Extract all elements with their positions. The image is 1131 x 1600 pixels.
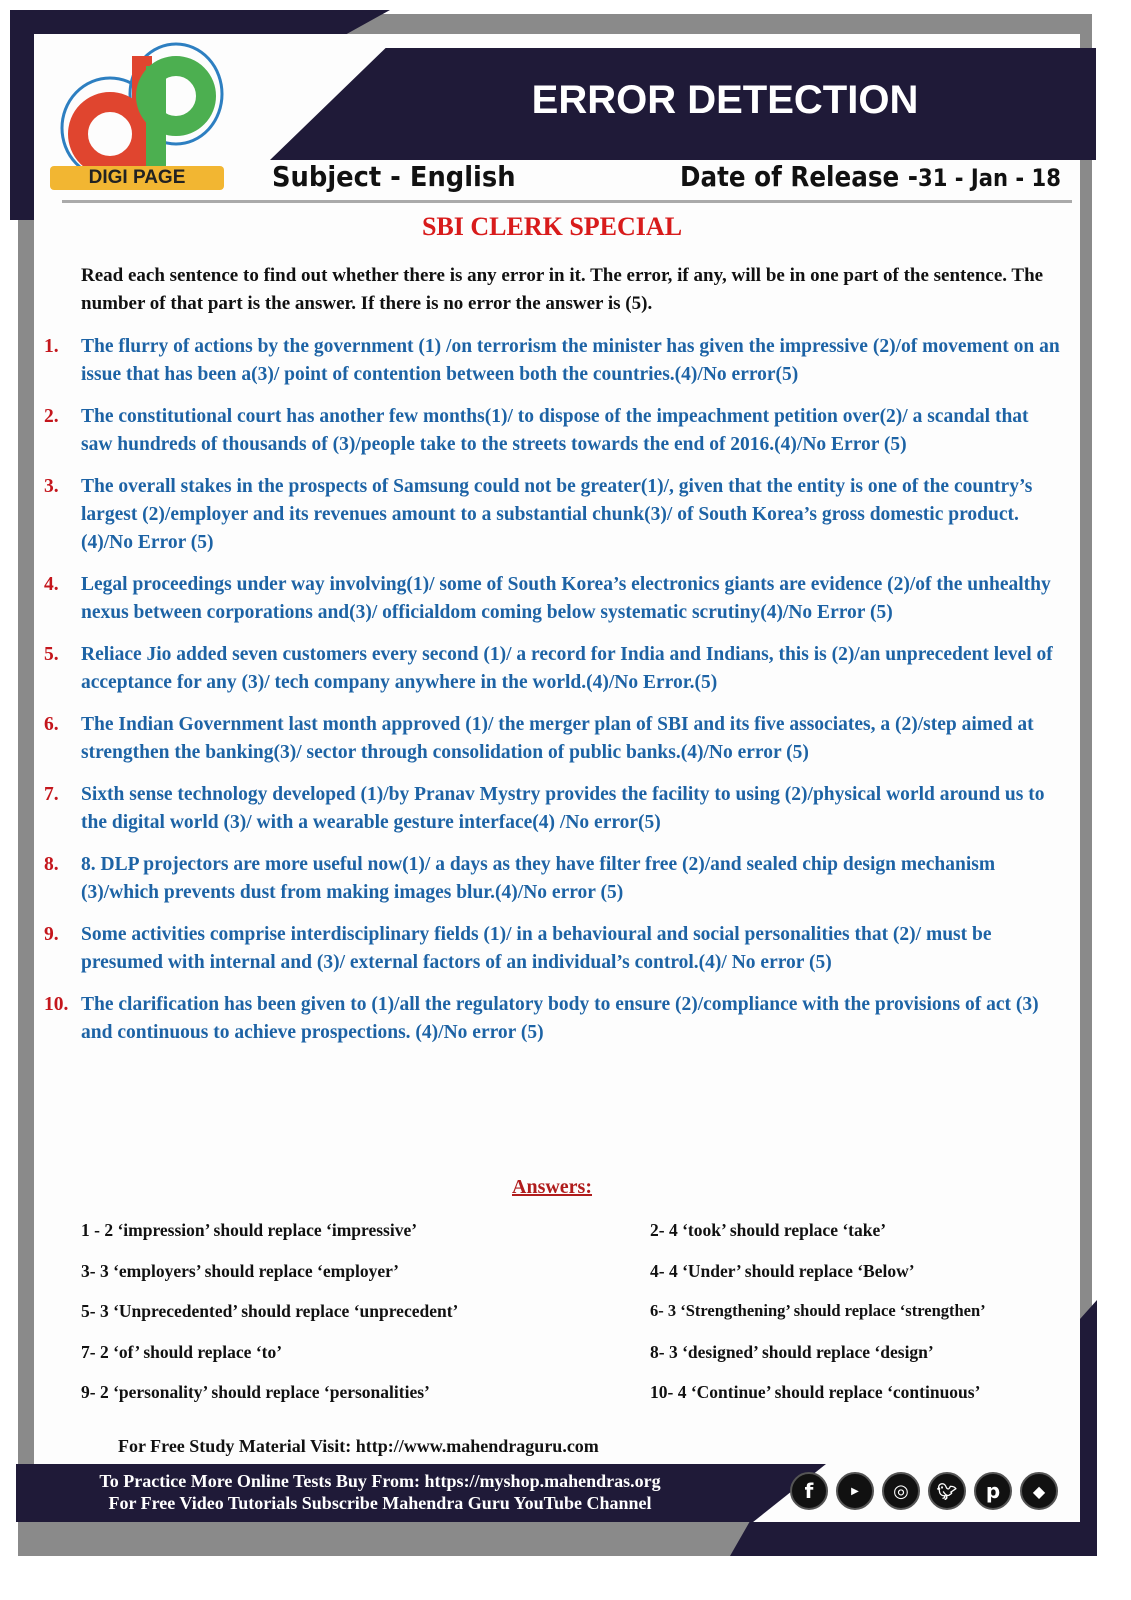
answer-item: 5- 3 ‘Unprecedented’ should replace ‘unprecedent’ (81, 1301, 459, 1321)
question-text: The overall stakes in the prospects of Samsung could not be greater(1)/, given that the entity is one of the country’s largest (2)/employer and its revenues amount to a substantial chunk(3)/ of South Korea’s gross domestic product.(4)/No Error (5) (81, 476, 1033, 553)
pinterest-icon[interactable]: p (974, 1472, 1012, 1510)
question-number: 1. (44, 336, 59, 357)
answer-item: 3- 3 ‘employers’ should replace ‘employer’ (81, 1261, 400, 1281)
footer-shop-link[interactable]: To Practice More Online Tests Buy From: https://myshop.mahendras.org (99, 1471, 661, 1491)
question-text: The constitutional court has another few months(1)/ to dispose of the impeachment petition over(2)/ a scandal that saw hundreds of thousands of (3)/people take to the streets towards the end of 2016.(4)/No Error (5) (81, 406, 1029, 455)
question-number: 10. (44, 994, 69, 1015)
youtube-icon[interactable]: ▶ (836, 1472, 874, 1510)
answer-item: 8- 3 ‘designed’ should replace ‘design’ (650, 1342, 934, 1362)
question-item (44, 781, 1064, 837)
question-text: Legal proceedings under way involving(1)/ some of South Korea’s electronics giants are evidence (2)/of the unhealthy nexus between corporations and(3)/ officialdom coming below systematic scrutiny(4)/No Error (5) (81, 574, 1051, 623)
section-title: SBI CLERK SPECIAL (421, 212, 683, 241)
answer-item: 1 - 2 ‘impression’ should replace ‘impressive’ (81, 1220, 418, 1240)
answer-item: 9- 2 ‘personality’ should replace ‘personalities’ (81, 1382, 430, 1402)
date-label: Date of Release - (680, 160, 919, 193)
question-number: 7. (44, 784, 59, 805)
subject: Subject - English (272, 160, 516, 193)
question-item (44, 991, 1064, 1047)
facebook-icon[interactable]: f (790, 1472, 828, 1510)
twitter-icon[interactable]: 🐦︎ (928, 1472, 966, 1510)
social-icons (790, 1472, 1058, 1510)
answer-item: 2- 4 ‘took’ should replace ‘take’ (650, 1220, 887, 1240)
question-text: Sixth sense technology developed (1)/by Pranav Mystry provides the facility to using (2)/physical world around us to the digital world (3)/ with a wearable gesture interface(4) /No error(5) (81, 784, 1045, 833)
question-text: Reliace Jio added seven customers every second (1)/ a record for India and Indians, this is (2)/an unprecedent level of acceptance for any (3)/ tech company anywhere in the world.(4)/No Error.(5) (81, 644, 1053, 693)
question-item (44, 403, 1064, 459)
answers-title: Answers: (512, 1176, 592, 1198)
question-text: The flurry of actions by the government (1) /on terrorism the minister has given the impressive (2)/of movement on an issue that has been a(3)/ point of contention between both the countries.(4)/No error(5) (81, 336, 1060, 385)
question-number: 5. (44, 644, 59, 665)
question-number: 9. (44, 924, 59, 945)
logo-label: DIGI PAGE (50, 166, 224, 190)
question-text: The Indian Government last month approved (1)/ the merger plan of SBI and its five associates, a (2)/step aimed at strengthen the banking(3)/ sector through consolidation of public banks.(4)/No error (5) (81, 714, 1034, 763)
question-item (44, 333, 1064, 389)
answer-item: 7- 2 ‘of’ should replace ‘to’ (81, 1342, 283, 1362)
question-text: The clarification has been given to (1)/all the regulatory body to ensure (2)/compliance with the provisions of act (3) and continuous to achieve prospections. (4)/No error (5) (81, 994, 1039, 1043)
answer-item: 4- 4 ‘Under’ should replace ‘Below’ (650, 1261, 915, 1281)
answer-item: 6- 3 ‘Strengthening’ should replace ‘strengthen’ (650, 1301, 986, 1320)
question-item (44, 711, 1064, 767)
divider (62, 200, 1072, 203)
instagram-icon[interactable]: ◎ (882, 1472, 920, 1510)
question-item (44, 851, 1064, 907)
instructions: Read each sentence to find out whether there is any error in it. The error, if any, will be in one part of the sentence. The number of that part is the answer. If there is no error the answer is (5). (81, 265, 1044, 314)
study-material-link[interactable]: For Free Study Material Visit: http://www.mahendraguru.com (118, 1436, 599, 1456)
question-item (44, 641, 1064, 697)
question-number: 6. (44, 714, 59, 735)
question-text: 8. DLP projectors are more useful now(1)/ a days as they have filter free (2)/and sealed chip design mechanism (3)/which prevents dust from making images blur.(4)/No error (5) (81, 854, 996, 903)
date-value: 31 - Jan - 18 (918, 164, 1061, 192)
page-title: ERROR DETECTION (531, 78, 919, 122)
release-date (680, 160, 1061, 193)
question-item (44, 921, 1064, 977)
question-item (44, 473, 1064, 557)
answer-item: 10- 4 ‘Continue’ should replace ‘continuous’ (650, 1382, 981, 1402)
question-number: 2. (44, 406, 59, 427)
question-list (44, 333, 1064, 1061)
question-number: 8. (44, 854, 59, 875)
question-number: 3. (44, 476, 59, 497)
digi-page-logo (48, 36, 228, 186)
android-icon[interactable]: ◆ (1020, 1472, 1058, 1510)
question-number: 4. (44, 574, 59, 595)
question-item (44, 571, 1064, 627)
footer-youtube-text: For Free Video Tutorials Subscribe Mahendra Guru YouTube Channel (108, 1493, 652, 1513)
question-text: Some activities comprise interdisciplinary fields (1)/ in a behavioural and social personalities that (2)/ must be presumed with internal and (3)/ external factors of an individual’s control.(4)/ No error (5) (81, 924, 992, 973)
footer-text (30, 1470, 730, 1514)
